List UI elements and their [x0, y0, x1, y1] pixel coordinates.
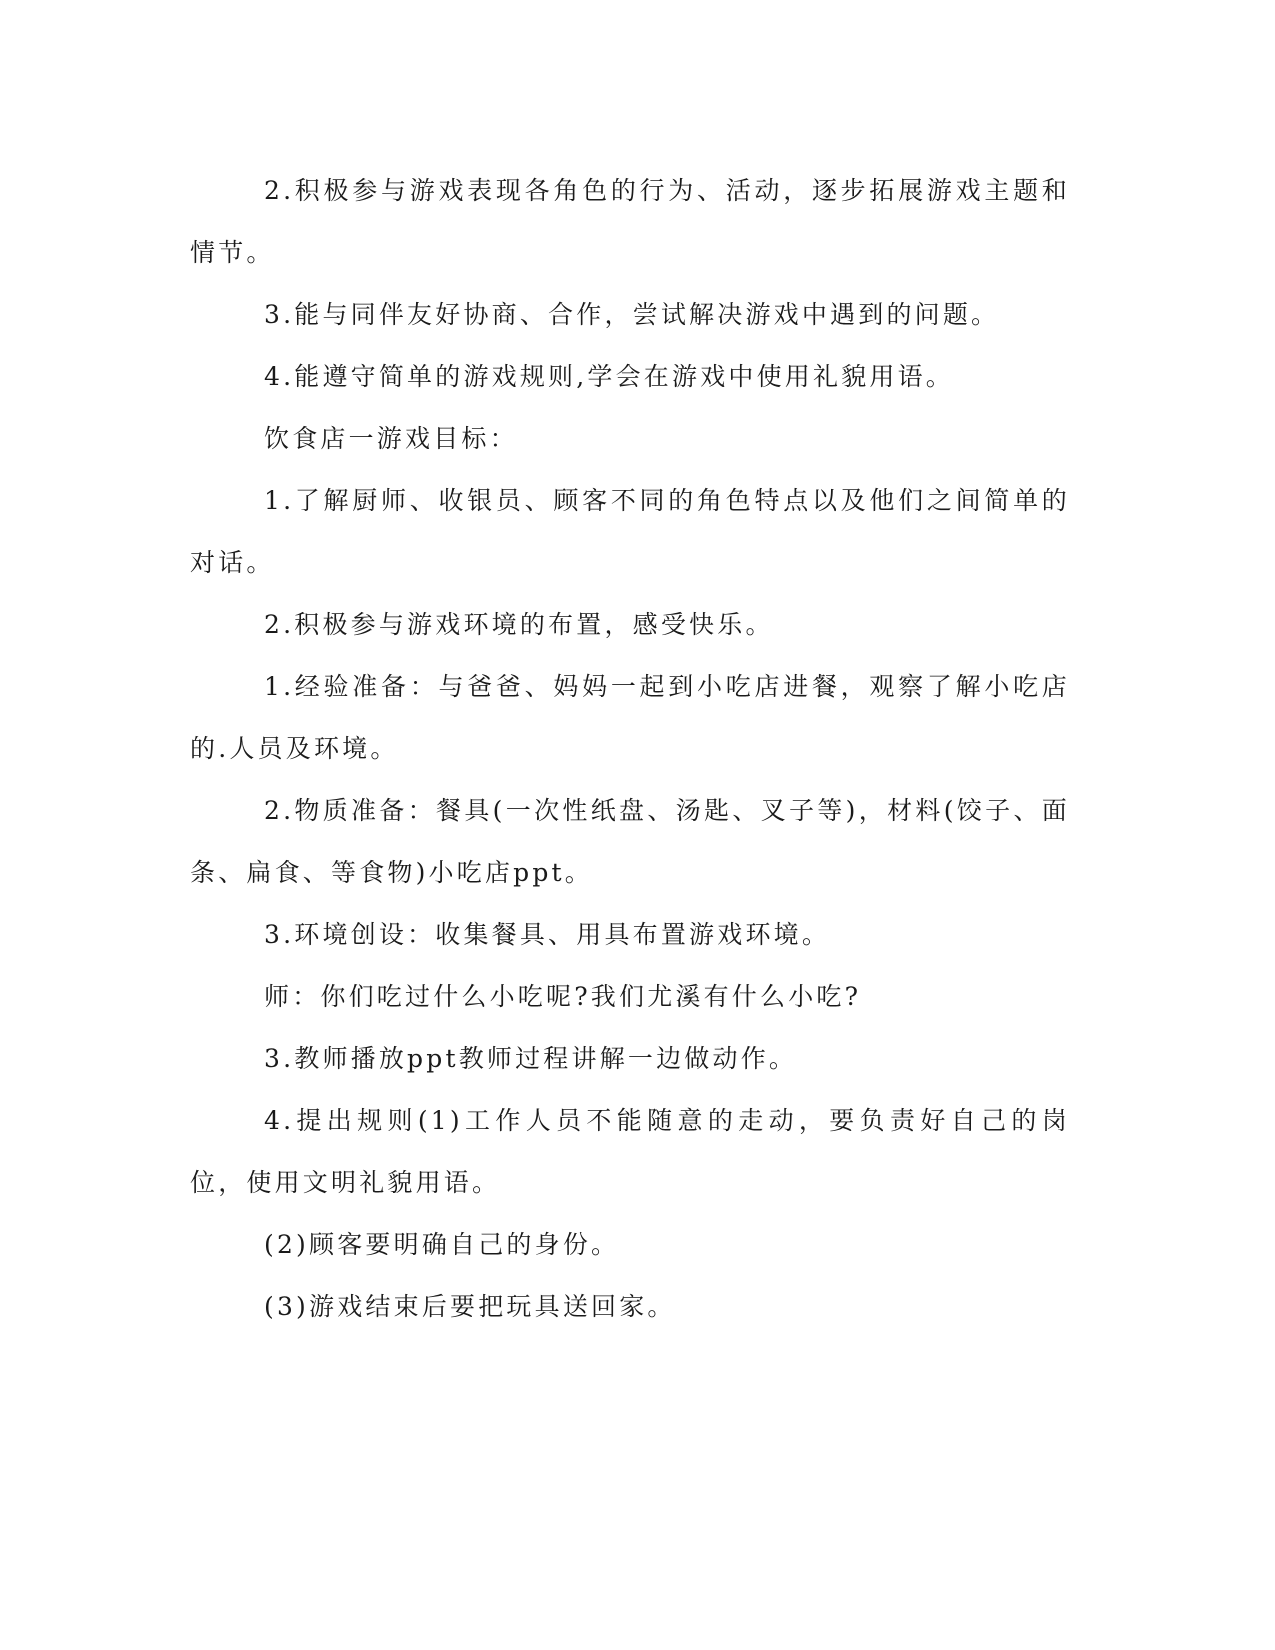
paragraph-environment-setup: 3.环境创设：收集餐具、用具布置游戏环境。: [264, 920, 831, 949]
paragraph-goal-3: 3.能与同伴友好协商、合作，尝试解决游戏中遇到的问题。: [264, 300, 1000, 329]
paragraph-experience-prep: 1.经验准备：与爸爸、妈妈一起到小吃店进餐，观察了解小吃店的.人员及环境。: [190, 672, 1070, 763]
paragraph-restaurant-goal-2: 2.积极参与游戏环境的布置，感受快乐。: [264, 610, 774, 639]
document-body: [190, 160, 1070, 1338]
paragraph-goal-4: 4.能遵守简单的游戏规则,学会在游戏中使用礼貌用语。: [264, 362, 955, 391]
paragraph-restaurant-goal-1: 1.了解厨师、收银员、顾客不同的角色特点以及他们之间简单的对话。: [190, 486, 1070, 577]
paragraph-goal-2: 2.积极参与游戏表现各角色的行为、活动，逐步拓展游戏主题和情节。: [190, 176, 1070, 267]
paragraph-rules: 4.提出规则(1)工作人员不能随意的走动，要负责好自己的岗位，使用文明礼貌用语。: [190, 1106, 1070, 1197]
section-heading-restaurant-goals: 饮食店一游戏目标：: [264, 424, 518, 453]
paragraph-teacher-ppt: 3.教师播放ppt教师过程讲解一边做动作。: [264, 1044, 798, 1073]
paragraph-teacher-question: 师：你们吃过什么小吃呢?我们尤溪有什么小吃?: [264, 982, 862, 1011]
paragraph-material-prep: 2.物质准备：餐具(一次性纸盘、汤匙、叉子等)，材料(饺子、面条、扁食、等食物)小吃店ppt。: [190, 796, 1070, 887]
paragraph-rule-2: (2)顾客要明确自己的身份。: [264, 1230, 620, 1259]
paragraph-rule-3: (3)游戏结束后要把玩具送回家。: [264, 1292, 676, 1321]
